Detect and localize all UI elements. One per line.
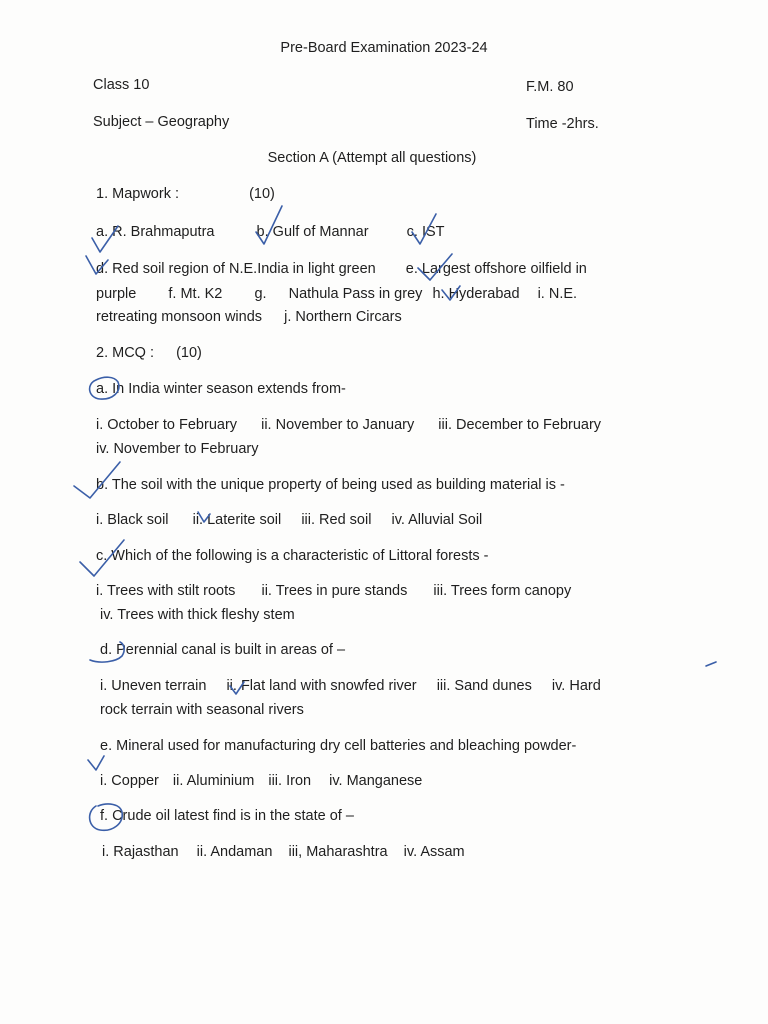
q2-title: 2. MCQ : [96, 345, 155, 361]
exam-title: Pre-Board Examination 2023-24 [280, 40, 488, 56]
q2a-option-iv: iv. November to February [96, 441, 259, 457]
q2-marks: (10) [176, 345, 202, 361]
q1-heading [96, 185, 275, 203]
tick-mark-2e [88, 756, 104, 770]
q2d-option-iv-cont: rock terrain with seasonal rivers [100, 702, 304, 718]
q2f-question: f. Crude oil latest find is in the state of – [100, 808, 354, 824]
q2b-option-i: i. Black soil [96, 512, 169, 528]
q2b-options [96, 511, 482, 529]
q2f-option-ii: ii. Andaman [196, 844, 273, 860]
time-label: Time -2hrs. [526, 116, 599, 132]
q2b-question: b. The soil with the unique property of being used as building material is - [96, 477, 565, 493]
q1-item-d: d. Red soil region of N.E.India in light green [96, 261, 376, 277]
q1-item-f: f. Mt. K2 [168, 286, 223, 302]
q2f-options [102, 843, 465, 861]
q1-item-a: a. R. Brahmaputra [96, 224, 215, 240]
q1-item-i: i. N.E. [537, 286, 578, 302]
q2a-option-ii: ii. November to January [261, 417, 415, 433]
q2c-options-1 [96, 582, 571, 600]
q1-item-g-text: Nathula Pass in grey [288, 286, 423, 302]
q2e-option-ii: ii. Aluminium [172, 773, 255, 789]
subject-label: Subject – Geography [93, 114, 230, 130]
q2e-question: e. Mineral used for manufacturing dry cell batteries and bleaching powder- [100, 738, 577, 754]
full-marks: F.M. 80 [526, 79, 574, 95]
q2f-option-iii: iii, Maharashtra [288, 844, 388, 860]
q2a-option-i: i. October to February [96, 417, 238, 433]
q1-item-j: j. Northern Circars [284, 309, 402, 325]
q1-line-3 [96, 285, 577, 303]
q2b-option-iii: iii. Red soil [301, 512, 372, 528]
q2e-options [100, 772, 422, 790]
q2e-option-i: i. Copper [100, 773, 159, 789]
q2b-option-iv: iv. Alluvial Soil [391, 512, 483, 528]
q1-item-i-cont: retreating monsoon winds [96, 309, 263, 325]
q1-marks: (10) [249, 186, 275, 202]
q1-title: 1. Mapwork : [96, 186, 179, 202]
q2c-option-iv: iv. Trees with thick fleshy stem [100, 607, 295, 623]
q2d-option-i: i. Uneven terrain [100, 678, 207, 694]
q1-item-g: g. [254, 286, 267, 302]
q1-line-4 [96, 308, 402, 326]
q1-item-h: h. Hyderabad [432, 286, 520, 302]
q2d-option-iii: iii. Sand dunes [436, 678, 532, 694]
q2-heading [96, 344, 202, 362]
q2f-option-iv: iv. Assam [403, 844, 465, 860]
q2c-question: c. Which of the following is a characteristic of Littoral forests - [96, 548, 489, 564]
q2c-option-i: i. Trees with stilt roots [96, 583, 236, 599]
q2f-option-i: i. Rajasthan [102, 844, 179, 860]
q1-item-e: e. Largest offshore oilfield in [405, 261, 587, 277]
q2b-option-ii: ii. Laterite soil [192, 512, 282, 528]
q1-item-c: c. IST [406, 224, 445, 240]
q1-line-1 [96, 223, 445, 241]
q2c-option-iii: iii. Trees form canopy [433, 583, 572, 599]
q1-item-e-cont: purple [96, 286, 137, 302]
q2c-option-ii: ii. Trees in pure stands [261, 583, 408, 599]
q1-item-b: b. Gulf of Mannar [256, 224, 369, 240]
section-heading: Section A (Attempt all questions) [267, 150, 477, 166]
q2d-options-1 [100, 677, 601, 695]
q2a-options-1 [96, 416, 601, 434]
q1-line-2 [96, 260, 587, 278]
q2d-question: d. Perennial canal is built in areas of – [100, 642, 346, 658]
q2d-option-iv: iv. Hard [551, 678, 601, 694]
q2e-option-iv: iv. Manganese [329, 773, 423, 789]
q2e-option-iii: iii. Iron [268, 773, 312, 789]
q2d-option-ii: ii. Flat land with snowfed river [226, 678, 417, 694]
stray-mark [706, 662, 716, 666]
q2a-option-iii: iii. December to February [438, 417, 602, 433]
q2a-question: a. In India winter season extends from- [96, 381, 346, 397]
class-label: Class 10 [93, 77, 150, 93]
